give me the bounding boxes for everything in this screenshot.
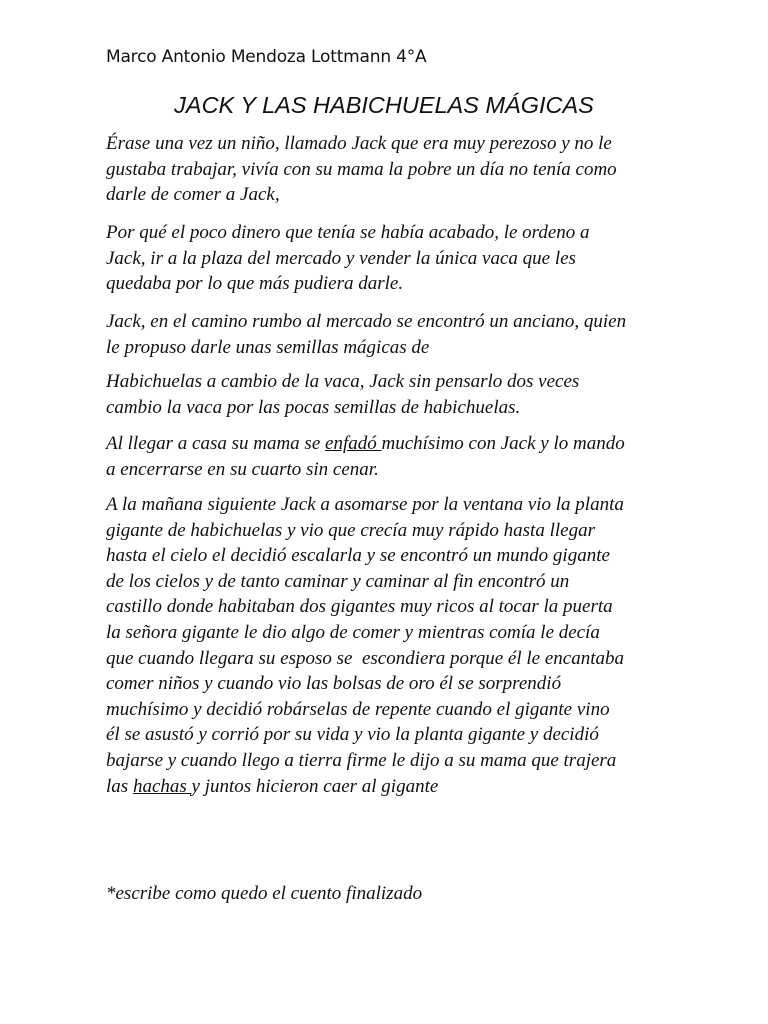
text-line: comer niños y cuando vio las bolsas de oro él se sorprendió [106,673,562,695]
text-line: bajarse y cuando llego a tierra firme le dijo a su mama que trajera [106,749,617,771]
paragraph-4 [106,369,671,420]
text-line: Érase una vez un niño, llamado Jack que era muy perezoso y no le [106,133,612,154]
text-line: A la mañana siguiente Jack a asomarse por la ventana vio la planta [106,494,624,515]
text-line: le propuso darle unas semillas mágicas de [106,336,430,358]
text-line: a encerrarse en su cuarto sin cenar. [106,458,379,480]
text-line: muchísimo y decidió robárselas de repente cuando el gigante vino [106,698,610,720]
paragraph-1 [106,131,671,208]
text-line: él se asustó y corrió por su vida y vio la planta gigante y decidió [106,724,599,746]
text-line: darle de comer a Jack, [106,184,280,206]
text-line: que cuando llegara su esposo se escondiera porque él le encantaba [106,647,625,669]
text-line: cambio la vaca por las pocas semillas de habichuelas. [106,396,521,418]
instruction-note: *escribe como quedo el cuento finalizado [106,883,423,904]
text-line: Jack, ir a la plaza del mercado y vender la única vaca que les [106,247,576,269]
paragraph-6 [106,492,671,799]
text-line [106,431,671,457]
text-line: de los cielos y de tanto caminar y caminar al fin encontró un [106,570,570,592]
paragraph-5 [106,431,671,482]
text-line: gustaba trabajar, vivía con su mama la pobre un día no tenía como [106,158,617,180]
text-segment: muchísimo con Jack y lo mando [381,433,625,454]
text-line [106,774,671,800]
document-title: JACK Y LAS HABICHUELAS MÁGICAS [174,92,594,118]
paragraph-2 [106,220,671,297]
text-line: Por qué el poco dinero que tenía se había acabado, le ordeno a [106,222,590,243]
text-line: gigante de habichuelas y vio que crecía muy rápido hasta llegar [106,519,595,541]
text-line: hasta el cielo el decidió escalarla y se encontró un mundo gigante [106,545,610,567]
text-segment: las [106,775,133,797]
text-line: Jack, en el camino rumbo al mercado se encontró un anciano, quien [106,311,627,332]
text-line: quedaba por lo que más pudiera darle. [106,273,404,295]
text-segment: y juntos hicieron caer al gigante [191,775,439,797]
paragraph-3 [106,309,671,360]
text-line: la señora gigante le dio algo de comer y mientras comía le decía [106,621,600,643]
text-line: Habichuelas a cambio de la vaca, Jack sin pensarlo dos veces [106,371,580,392]
author-line: Marco Antonio Mendoza Lottmann 4°A [106,47,427,67]
text-line: castillo donde habitaban dos gigantes muy ricos al tocar la puerta [106,596,613,618]
underlined-word: hachas [132,775,192,797]
underlined-word: enfadó [325,433,382,454]
text-segment: Al llegar a casa su mama se [106,433,326,454]
